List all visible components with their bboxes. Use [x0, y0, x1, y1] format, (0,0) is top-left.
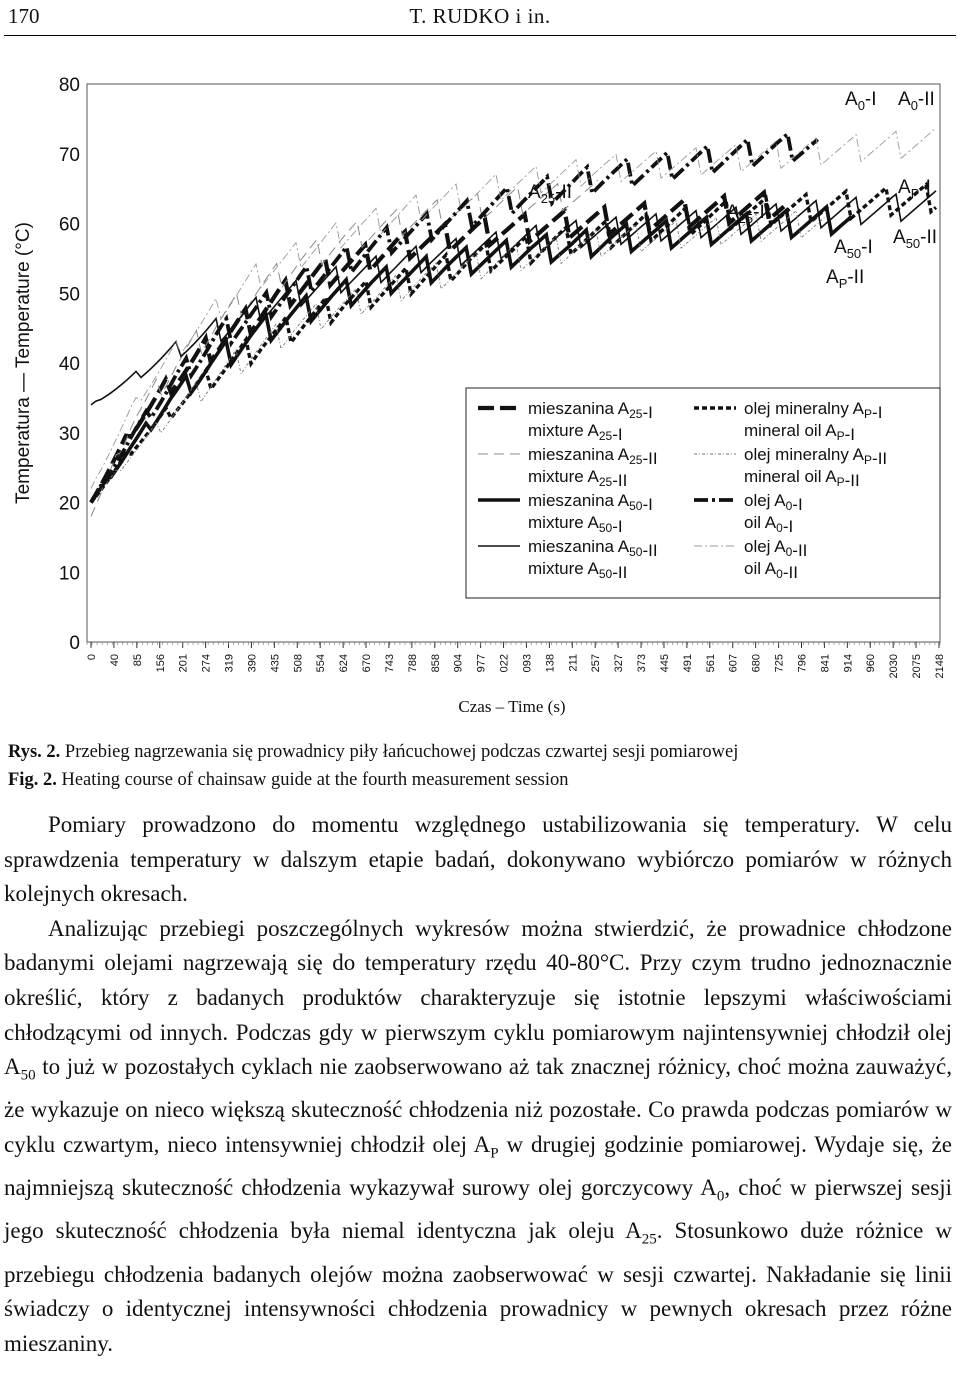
legend-label: mixture $A_{50}-II$: [528, 559, 628, 582]
figure-caption-pl: [8, 742, 738, 763]
x-tick-label: 319: [223, 654, 236, 673]
x-axis-label: Czas – Time (s): [458, 697, 566, 716]
legend-label: mieszanina $A_{25}-I$: [528, 399, 653, 422]
caption-label-pl: Rys. 2.: [8, 742, 61, 762]
x-tick-label: 156: [154, 654, 167, 673]
y-tick-label: 50: [58, 284, 80, 306]
legend-label: mixture $A_{50}-I$: [528, 513, 623, 536]
x-tick-label: 607: [727, 654, 740, 673]
paragraph-1: Pomiary prowadzono do momentu względnego ustabilizowania się temperatury. W celu sprawdzenia temperatury w dalszym etapie badań, dokonywano wybiórczo pomiarów w różnych kolejnych okresach.: [4, 812, 952, 907]
caption-text-pl: Przebieg nagrzewania się prowadnicy piły łańcuchowej podczas czwartej sesji pomiarowej: [64, 742, 739, 762]
x-tick-label: 211: [567, 654, 580, 672]
legend-label: olej $A_0-I$: [744, 491, 803, 514]
x-tick-label: 796: [796, 654, 809, 673]
x-tick-label: 138: [544, 654, 557, 673]
x-tick-label: 2075: [911, 654, 924, 679]
annotation-label: $A_P-I$: [898, 177, 931, 201]
x-tick-label: 257: [590, 654, 603, 673]
x-axis-ticks: [86, 642, 946, 678]
x-tick-label: 858: [429, 654, 442, 673]
page-number: 170: [8, 4, 40, 28]
x-tick-label: 680: [750, 654, 763, 673]
legend-label: mineral oil $A_P-II$: [744, 467, 860, 490]
legend-label: mieszanina $A_{50}-I$: [528, 491, 653, 514]
annotation-label: $A_{50}-II$: [893, 227, 938, 251]
y-tick-label: 70: [58, 144, 80, 166]
legend-label: mieszanina $A_{50}-II$: [528, 537, 658, 560]
x-tick-label: 373: [636, 654, 649, 673]
x-tick-label: 788: [406, 654, 419, 673]
annotation-label: $A_0-II$: [898, 89, 935, 113]
x-tick-label: 201: [177, 654, 190, 673]
caption-text-en: Heating course of chainsaw guide at the fourth measurement session: [61, 770, 569, 790]
header-rule: [4, 35, 956, 36]
legend-label: mieszanina $A_{25}-II$: [528, 445, 658, 468]
x-tick-label: 904: [452, 654, 465, 673]
x-tick-label: 670: [361, 654, 374, 673]
x-tick-label: 327: [613, 654, 626, 673]
annotation-label: $A_0-I$: [845, 89, 877, 113]
x-tick-label: 977: [475, 654, 488, 673]
x-tick-label: 508: [292, 654, 305, 673]
y-axis-ticks: [59, 75, 80, 654]
running-head: T. RUDKO i in.: [409, 4, 551, 28]
annotation-label: $A_P-II$: [826, 267, 865, 291]
legend: [466, 388, 940, 598]
body-text: [4, 808, 952, 1361]
legend-label: olej $A_0-II$: [744, 537, 808, 560]
x-tick-label: 960: [865, 654, 878, 673]
legend-label: olej mineralny $A_P-I$: [744, 399, 883, 422]
x-tick-label: 914: [842, 654, 855, 673]
x-tick-label: 725: [773, 654, 786, 673]
y-tick-label: 80: [58, 75, 80, 96]
y-tick-label: 40: [58, 354, 80, 375]
x-tick-label: 093: [521, 654, 534, 673]
annotation-label: $A_{25}-I$: [726, 202, 765, 226]
legend-label: mineral oil $A_P-I$: [744, 421, 856, 444]
page-header: [0, 0, 960, 40]
series-annotations: [528, 89, 937, 291]
x-tick-label: 743: [383, 654, 396, 673]
legend-label: oil $A_0-II$: [744, 559, 798, 582]
x-tick-label: 561: [704, 654, 717, 673]
y-tick-label: 60: [58, 214, 80, 236]
legend-label: mixture $A_{25}-II$: [528, 467, 628, 490]
x-tick-label: 274: [200, 654, 213, 673]
paragraph-2: Analizując przebiegi poszczególnych wykresów można stwierdzić, że prowadnice chłodzone badanymi olejami nagrzewają się do temperatury rzędu 40-80°C. Przy czym trudno jednoznacznie określić, który z badanych produktów charakteryzuje się istotnie lepszymi właściwościami chłodzącymi od innych. Podczas gdy w pierwszym cyklu pomiarowym najintensywniej chłodził olej $A_{50}$ to już w pozostałych cyklach nie zaobserwowano aż tak znacznej różnicy, choć można zauważyć, że wykazuje on nieco większą skuteczność chłodzenia niż pozostałe. Co prawda podczas pomiarów w cyklu czwartym, nieco intensywniej chłodził olej $A_P$ w drugiej godzinie pomiarowej. Wydaje się, że najmniejszą skuteczność chłodzenia wykazywał surowy olej gorczycowy $A_0$, choć w pierwszej sesji jego skuteczność chłodzenia była niemal identyczna jak oleju $A_{25}$. Stosunkowo duże różnice w przebiegu chłodzenia badanych olejów można zaobserwować w sesji czwartej. Nakładanie się linii świadczy o identycznej intensywności chłodzenia prowadnicy w pewnych okresach przez różne mieszaniny.: [4, 915, 953, 1356]
x-tick-label: 2148: [934, 654, 946, 679]
temperature-chart: [0, 60, 960, 725]
annotation-label: $A_{25}-II$: [528, 182, 573, 206]
x-tick-label: 554: [315, 654, 328, 673]
legend-label: oil $A_0-I$: [744, 513, 794, 536]
x-tick-label: 435: [269, 654, 282, 673]
legend-label: olej mineralny $A_P-II$: [744, 445, 888, 468]
x-tick-label: 0: [86, 654, 98, 661]
x-tick-label: 390: [246, 654, 259, 673]
y-tick-label: 0: [69, 633, 80, 654]
x-tick-label: 85: [131, 654, 144, 667]
y-axis-label: Temperatura — Temperature (°C): [13, 222, 34, 504]
y-tick-label: 10: [58, 563, 80, 585]
legend-label: mixture $A_{25}-I$: [528, 421, 623, 444]
x-tick-label: 491: [681, 654, 694, 673]
x-tick-label: 2030: [888, 654, 901, 679]
x-tick-label: 022: [498, 654, 511, 673]
x-tick-label: 40: [108, 654, 121, 667]
annotation-label: $A_{50}-I$: [834, 237, 873, 261]
caption-label-en: Fig. 2.: [8, 770, 57, 790]
x-tick-label: 841: [819, 654, 832, 673]
x-tick-label: 445: [658, 654, 671, 673]
y-tick-label: 20: [58, 493, 80, 515]
figure-caption-en: [8, 770, 569, 791]
y-tick-label: 30: [58, 423, 80, 445]
x-tick-label: 624: [338, 654, 351, 673]
